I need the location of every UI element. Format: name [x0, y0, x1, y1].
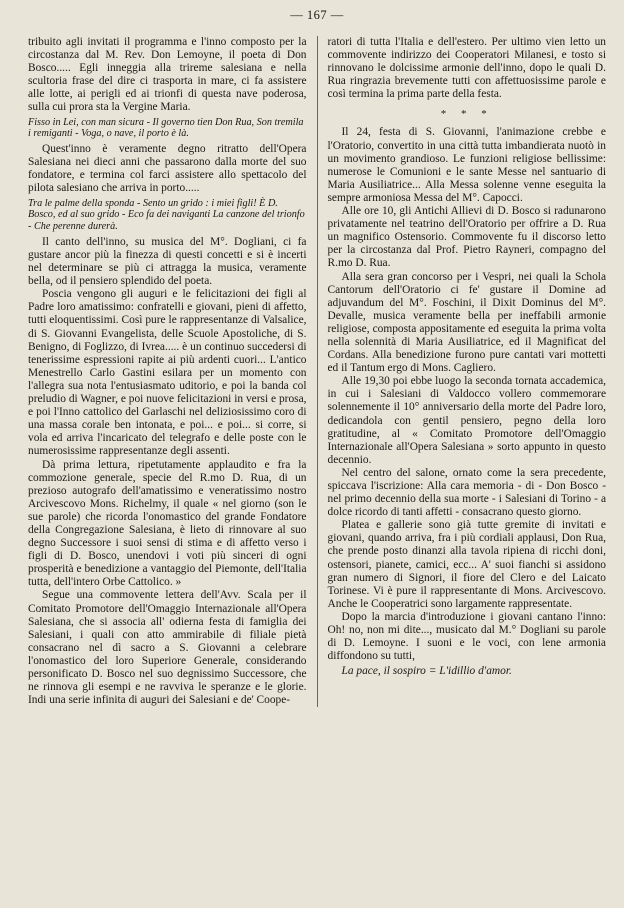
page-number: — 167 — [290, 8, 344, 22]
verse-quote: Tra le palme della sponda - Sento un grido : i miei figli! È D. Bosco, ed al suo grido - Eco fa dei naviganti La canzone del trionfo - Che perenne durerà. [28, 197, 305, 233]
paragraph: Segue una commovente lettera dell'Avv. Scala per il Comitato Promotore dell'Omaggio Internazionale all'Opera Salesiana, che si associa all' odierna festa di famiglia dei Salesiani, i quali con atto ammirabile di filiale pietà consacrano nel dì sacro a S. Giovanni a celebrare l'onomastico del loro Superiore Generale, considerando personificato D. Bosco nel suo degnissimo Successore, che ne rinnova gli esempi e ne ravviva le speranze e le glorie. Indi una serie infinita di auguri dei Salesiani e de' Coope- [28, 589, 307, 707]
section-separator: * * * [440, 108, 493, 121]
paragraph: Nel centro del salone, ornato come la sera precedente, spiccava l'iscrizione: Alla cara memoria - di - Don Bosco - nel primo decennio della sua morte - i Salesiani di Torino - a dolce ricordo di tanti affetti - consacrano questo giorno. [327, 466, 606, 519]
text-columns [28, 36, 606, 707]
paragraph: Quest'inno è veramente degno ritratto dell'Opera Salesiana nei dieci anni che passarono dalla morte del suo fondatore, e termina col farci assistere allo spettacolo del pilota salesiano che arriva in porto..... [28, 143, 307, 195]
paragraph: Dopo la marcia d'introduzione i giovani cantano l'inno: Oh! no, non mi dite..., musicato dal M.° Dogliani su parole di D. Lemoyne. I suoni e le voci, con lene armonia diffondono su tutti, [327, 610, 606, 663]
paragraph: Dà prima lettura, ripetutamente applaudito e fra la commozione generale, specie del R.mo D. Rua, di un prezioso autografo dell'amatissimo e veneratissimo nostro Arcivescovo Mons. Richelmy, il quale « nel giorno (son le sue parole) che ricorda l'onomastico del grande Fondatore della Congregazione Salesiana, è lieto di rinnovare al suo degno Successore i suoi sensi di stima e di affetto verso i figli di D. Bosco, unendovi i voti più sinceri di ogni prosperità e benedizione a vantaggio del Piemonte, dell'Italia tutta, dell'intero Orbe Cattolico. » [28, 458, 307, 589]
right-column [318, 36, 607, 707]
paragraph: Platea e gallerie sono già tutte gremite di invitati e giovani, quando arriva, fra i più cordiali applausi, Don Rua, che prende posto dinanzi alla tavola ripiena di ricchi doni, ostensori, pianete, camici, ecc... A' suoi fianchi si assidono gran numero di Signori, il fiore del Clero e del Laicato Torinese. Vi è pure il rappresentante di Mons. Arcivescovo. Anche le Cooperatrici sono largamente rappresentate. [327, 519, 606, 610]
verse-quote: Fisso in Lei, con man sicura - Il governo tien Don Rua, Son tremila i remiganti - Voga, o nave, il porto è là. [28, 116, 304, 140]
paragraph: Alle 19,30 poi ebbe luogo la seconda tornata accademica, in cui i Salesiani di Valdocco vollero commemorare solennemente il 10° anniversario della morte del Padre loro, dedicandola con gentil pensiero, pegno della loro gratitudine, al « Comitato Promotore dell'Omaggio Internazionale all'Opera Salesiana » sorto appunto in questo decennio. [327, 375, 606, 466]
paragraph: Alle ore 10, gli Antichi Allievi di D. Bosco si radunarono privatamente nel teatrino dell'Oratorio per offrire a D. Rua un magnifico Ostensorio. Commovente fu il discorso letto per la circostanza dal Prof. Pietro Rayneri, compagno del R.mo D. Rua. [327, 205, 606, 270]
paragraph: Il canto dell'inno, su musica del M°. Dogliani, ci fa gustare ancor più la finezza di questi concetti e si è incerti nel determinare se più ci attragga la musica, veramente bella, od il pensiero splendido del poeta. [28, 235, 307, 288]
paragraph: Alla sera gran concorso per i Vespri, nei quali la Schola Cantorum dell'Oratorio ci fe' gustare il Domine ad adjuvandum del M°. Foschini, il Dixit Dominus del M°. Devalle, musica veramente bella per ineffabili armonie religiose, composta appositamente ed eseguita la prima volta nella solennità di Maria Ausiliatrice, ed il Magnificat del Cordans. Alla benedizione furono pure cantati vari mottetti ed il Tantum ergo di Mons. Cagliero. [327, 270, 606, 375]
closing-verse: La pace, il sospiro = L'idillio d'amor. [341, 665, 512, 678]
paragraph: ratori di tutta l'Italia e dell'estero. Per ultimo vien letto un commovente indirizzo dei Cooperatori Milanesi, e tosto si rinnovano le dolcissime armonie dell'inno, dopo le quali D. Rua ringrazia brevemente tutti con affettuosissime parole e così termina la prima parte della festa. [327, 36, 606, 101]
paragraph: tribuito agli invitati il programma e l'inno composto per la circostanza dal M. Rev. Don Lemoyne, il poeta di Don Bosco..... Egli inneggia alla trireme salesiana e nella scultoria frase del dire ci trasporta in mare, ci fa assistere alle lotte, ai perigli ed ai trionfi di questa nave poderosa, sulla cui prora sta la Vergine Maria. [28, 36, 307, 114]
left-column [28, 36, 318, 707]
paragraph: Il 24, festa di S. Giovanni, l'animazione crebbe e l'Oratorio, convertito in una città tutta imbandierata nuotò in un movimento grandioso. Le funzioni religiose bellissime: numerose le Comunioni e le sante Messe nel santuario di Maria Ausiliatrice... Alla Messa solenne venne eseguita la sempre armoniosa Messa del M°. Capocci. [327, 126, 606, 204]
paragraph: Poscia vengono gli auguri e le felicitazioni dei figli al Padre loro amatissimo: confratelli e giovani, pieni di affetto, tutti eloquentissimi. Così pure le rappresentanze di Valsalice, di S. Giovanni Evangelista, delle Scuole Apostoliche, di S. Benigno, di Foglizzo, di Ivrea..... è un continuo succedersi di tenerissime espressioni rapite ai più ardenti cuori... L'antico Menestrello Carlo Gastini esilara per un momento con l'allegra sua nota l'entusiasmato uditorio, e poi la banda col preludio di Wagner, e poi nuove felicitazioni in versi e prosa, e poi l'Inno cattolico del Garlaschi nel deliziosissimo coro di una massa corale ben intonata, e poi... e poi... si corre, si vola ed arriva l'incaricato del telegrafo e delle poste con le numerosissime rappresentanze degli assenti. [28, 288, 307, 458]
